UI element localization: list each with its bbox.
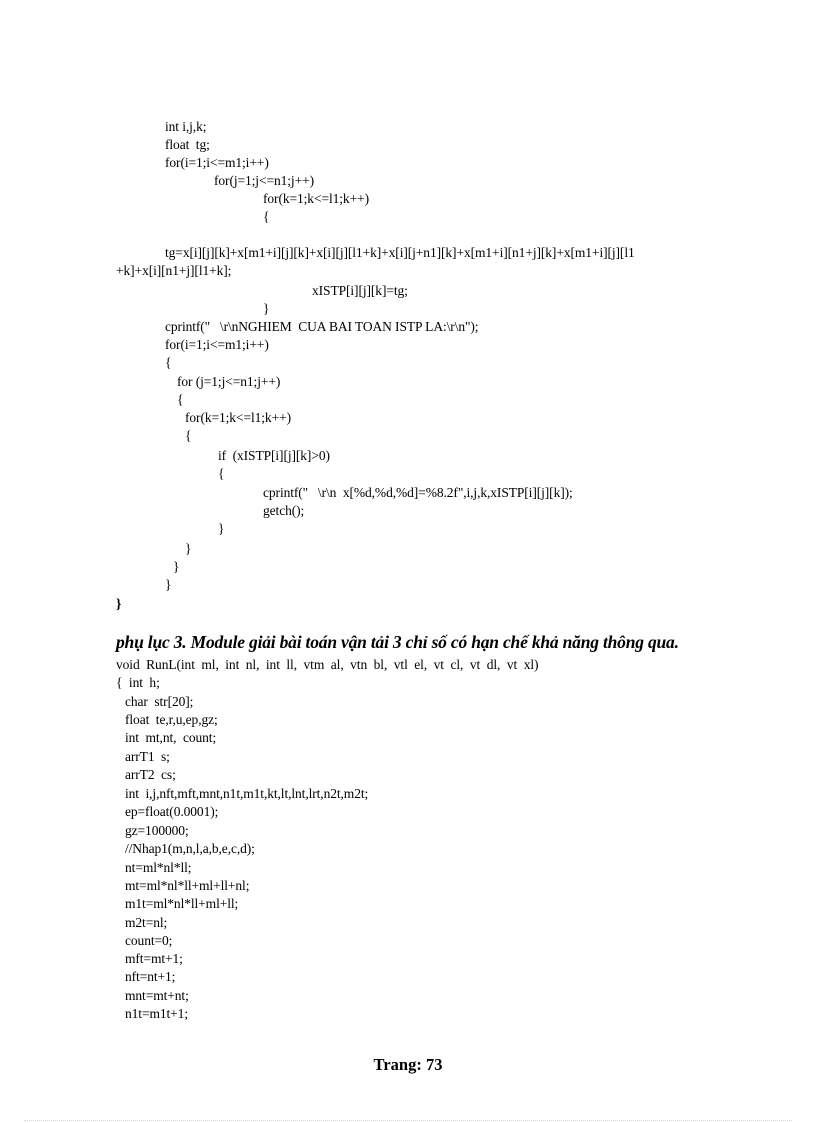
code-line-top-11: cprintf(" \r\nNGHIEM CUA BAI TOAN ISTP LA:\r\n"); <box>165 319 479 334</box>
page-footer: Trang: 73 <box>373 1055 443 1074</box>
code-line-bottom-14: m1t=ml*nl*ll+ml+ll; <box>125 896 239 911</box>
code-line-top-18: if (xISTP[i][j][k]>0) <box>218 448 330 463</box>
code-line-top-12: for(i=1;i<=m1;i++) <box>165 337 269 352</box>
code-line-bottom-18: nft=nt+1; <box>125 969 176 984</box>
code-line-bottom-1: void RunL(int ml, int nl, int ll, vtm al, vtn bl, vtl el, vt cl, vt dl, vt xl) <box>116 657 539 672</box>
code-line-top-5: for(k=1;k<=l1;k++) <box>263 191 370 206</box>
code-line-top-2: float tg; <box>165 137 210 152</box>
code-line-top-16: for(k=1;k<=l1;k++) <box>185 410 292 425</box>
code-line-bottom-8: int i,j,nft,mft,mnt,n1t,m1t,kt,lt,lnt,lrt,n2t,m2t; <box>125 786 369 801</box>
code-line-bottom-17: mft=mt+1; <box>125 951 183 966</box>
code-line-top-1: int i,j,k; <box>165 119 207 134</box>
code-line-bottom-19: mnt=mt+nt; <box>125 988 189 1003</box>
code-line-top-6: { <box>263 209 270 224</box>
code-line-bottom-4: float te,r,u,ep,gz; <box>125 712 218 727</box>
code-line-top-10: } <box>263 301 270 316</box>
page-bottom-rule <box>24 1120 792 1121</box>
code-line-top-7: tg=x[i][j][k]+x[m1+i][j][k]+x[i][j][l1+k]+x[i][j+n1][k]+x[m1+i][n1+j][k]+x[m1+i][j][l1 <box>165 245 635 260</box>
code-line-bottom-5: int mt,nt, count; <box>125 730 217 745</box>
code-line-bottom-16: count=0; <box>125 933 173 948</box>
code-line-bottom-10: gz=100000; <box>125 823 189 838</box>
appendix-heading: phụ lục 3. Module giải bài toán vận tải 3 chỉ số có hạn chế khả năng thông qua. <box>116 632 679 652</box>
code-line-top-8: +k]+x[i][n1+j][l1+k]; <box>116 263 232 278</box>
code-line-bottom-2: { int h; <box>116 675 160 690</box>
code-line-bottom-11: //Nhap1(m,n,l,a,b,e,c,d); <box>125 841 255 856</box>
code-line-top-25: } <box>165 577 172 592</box>
code-line-top-3: for(i=1;i<=m1;i++) <box>165 155 269 170</box>
code-line-top-17: { <box>185 428 192 443</box>
code-line-top-19: { <box>218 466 225 481</box>
code-line-bottom-12: nt=ml*nl*ll; <box>125 860 192 875</box>
code-line-top-15: { <box>177 392 184 407</box>
code-line-bottom-9: ep=float(0.0001); <box>125 804 219 819</box>
code-line-top-26: } <box>116 596 122 611</box>
code-line-top-20: cprintf(" \r\n x[%d,%d,%d]=%8.2f",i,j,k,xISTP[i][j][k]); <box>263 485 573 500</box>
code-line-top-9: xISTP[i][j][k]=tg; <box>312 283 408 298</box>
code-line-top-22: } <box>218 521 225 536</box>
code-line-bottom-3: char str[20]; <box>125 694 194 709</box>
code-line-bottom-6: arrT1 s; <box>125 749 170 764</box>
code-line-top-24: } <box>173 559 180 574</box>
code-line-top-13: { <box>165 355 172 370</box>
code-line-top-14: for (j=1;j<=n1;j++) <box>177 374 281 389</box>
code-line-bottom-13: mt=ml*nl*ll+ml+ll+nl; <box>125 878 250 893</box>
code-line-bottom-20: n1t=m1t+1; <box>125 1006 188 1021</box>
code-line-top-4: for(j=1;j<=n1;j++) <box>214 173 315 188</box>
code-line-bottom-7: arrT2 cs; <box>125 767 176 782</box>
code-line-top-23: } <box>185 541 192 556</box>
code-line-bottom-15: m2t=nl; <box>125 915 168 930</box>
code-line-top-21: getch(); <box>263 503 305 518</box>
